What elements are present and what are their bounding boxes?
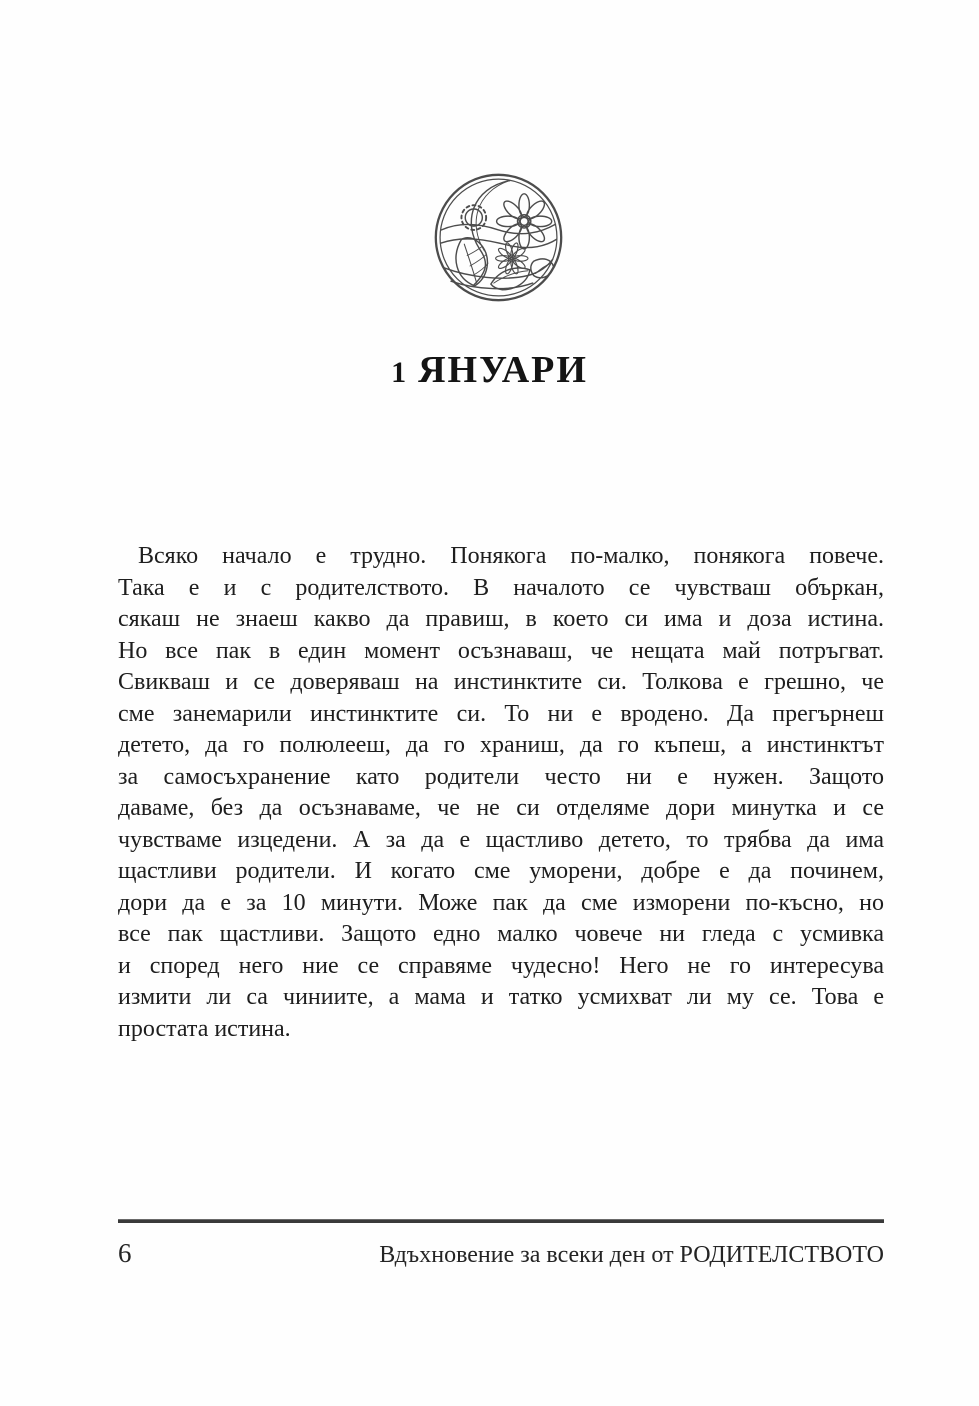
text-line: сме занемарили инстинктите си. То ни е вродено. Да прегърнеш	[118, 700, 884, 727]
text-line: Така е и с родителството. В началото се чувстваш объркан,	[118, 574, 884, 601]
text-line: сякаш не знаеш какво да правиш, в което си има и доза истина.	[118, 606, 884, 632]
text-line: все пак щастливи. Защото едно малко човече ни гледа с усмивка	[118, 921, 884, 947]
text-line: чувстваме изцедени. А за да е щастливо детето, то трябва да има	[118, 826, 884, 853]
floral-sun-emblem-icon	[432, 171, 565, 304]
text-line: Всяко начало е трудно. Понякога по-малко, понякога повече.	[138, 543, 884, 569]
text-line: и според него ние се справяме чудесно! Него не го интересува	[118, 952, 884, 979]
text-line: простата истина.	[118, 1015, 291, 1042]
chapter-month-name: ЯНУАРИ	[418, 349, 588, 391]
text-line: Но все пак в един момент осъзнаваш, че нещата май потръгват.	[118, 637, 884, 664]
text-line: Свикваш и се доверяваш на инстинктите си. Толкова е грешно, че	[118, 669, 884, 695]
text-line: измити ли са чиниите, а мама и татко усмихват ли му се. Това е	[118, 984, 884, 1010]
footer-divider	[118, 1219, 884, 1223]
text-line: за самосъхранение като родители често ни е нужен. Защото	[118, 763, 884, 790]
text-line: дори да е за 10 минути. Може пак да сме изморени по-късно, но	[118, 889, 884, 916]
text-line: щастливи родители. И когато сме уморени, добре е да починем,	[118, 858, 884, 884]
text-line: даваме, без да осъзнаваме, че не си отделяме дори минутка и се	[118, 795, 884, 821]
running-footer-title: Вдъхновение за всеки ден от РОДИТЕЛСТВОТО	[379, 1242, 884, 1268]
page-footer	[118, 1238, 884, 1269]
text-line: детето, да го полюлееш, да го храниш, да го къпеш, а инстинктът	[118, 732, 884, 758]
chapter-day-number: 1	[391, 356, 409, 389]
page-number: 6	[118, 1238, 132, 1268]
page-title	[0, 348, 979, 392]
body-text	[118, 541, 884, 1045]
